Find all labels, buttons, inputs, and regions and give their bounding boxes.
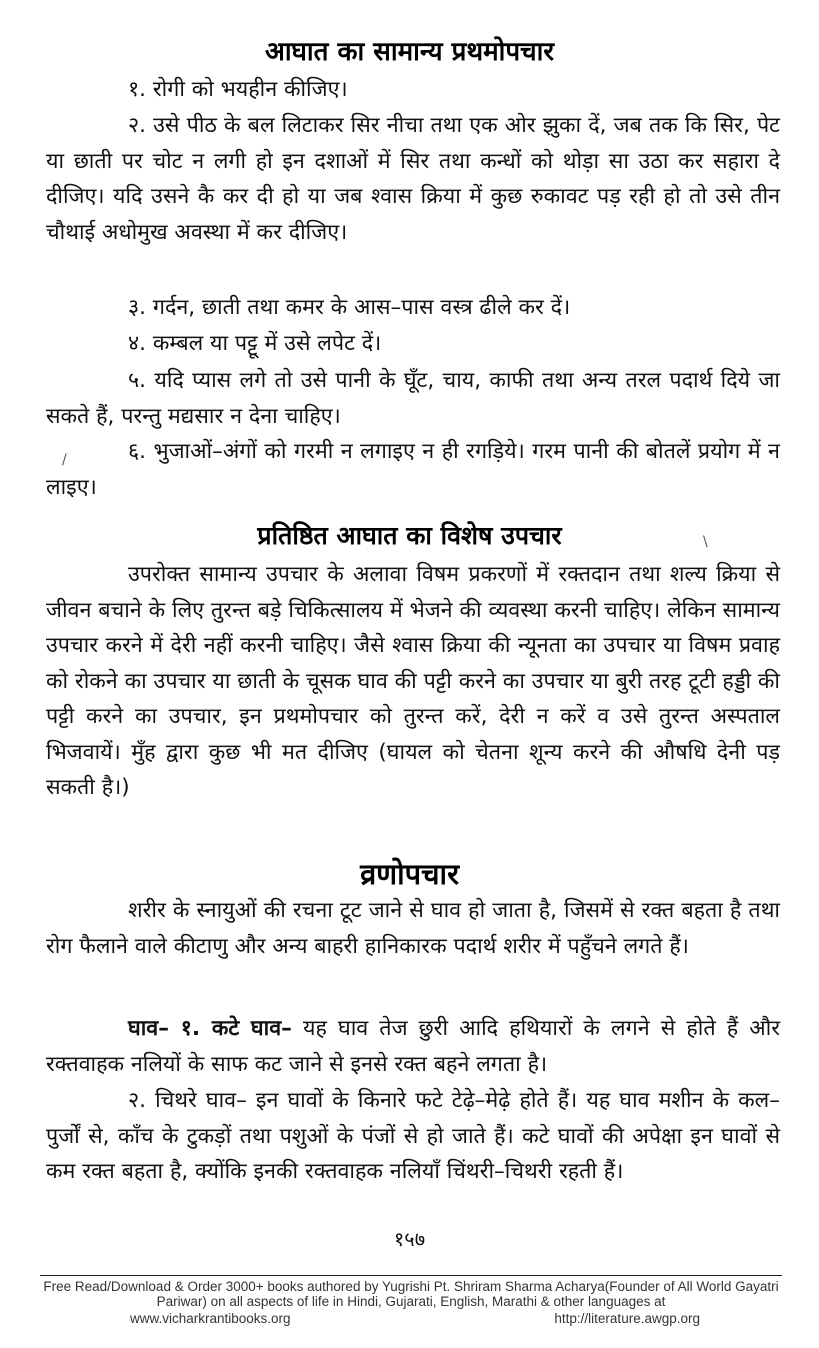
stray-mark: \ [703,534,708,550]
footer-links [130,1311,700,1329]
paragraph-step-1: १. रोगी को भयहीन कीजिए। [128,77,348,102]
footer-link-awgp[interactable]: http://literature.awgp.org [554,1311,700,1326]
footer-text: Free Read/Download & Order 3000+ books authored by Yugrishi Pt. Shriram Sharma Acharya(Founder of All World Gayatri Pariwar) on all aspects of life in Hindi, Gujarati, English, Marathi & other languages at [43,1279,779,1309]
heading-wound-treatment: व्रणोपचार [360,857,459,891]
paragraph-step-6: ६. भुजाओं–अंगों को गरमी न लगाइए न ही रगड़िये। गरम पानी की बोतलें प्रयोग में न लाइए। [46,439,780,500]
cut-wounds-lead: घाव– १. कटे घाव– [128,1016,292,1041]
paragraph-cut-wounds [46,1011,780,1082]
paragraph-lacerated-wounds: २. चिथरे घाव– इन घावों के किनारे फटे टेढ़े–मेढ़े होते हैं। यह घाव मशीन के कल–पुर्जों से, काँच के टुकड़ों तथा पशुओं के पंजों से हो जाते हैं। कटे घावों की अपेक्षा इन घावों से कम रक्त बहता है, क्योंकि इनकी रक्तवाहक नलियाँ चिंथरी–चिथरी रहती हैं। [46,1088,780,1184]
paragraph-step-5: ५. यदि प्यास लगे तो उसे पानी के घूँट, चाय, काफी तथा अन्य तरल पदार्थ दिये जा सकते हैं, परन्तु मद्यसार न देना चाहिए। [46,368,780,429]
heading-special-treatment: प्रतिष्ठित आघात का विशेष उपचार [257,521,562,550]
heading-general-first-aid: आघात का सामान्य प्रथमोपचार [264,37,555,67]
paragraph-step-4: ४. कम्बल या पट्टू में उसे लपेट दें। [128,331,382,356]
paragraph-special-treatment: उपरोक्त सामान्य उपचार के अलावा विषम प्रकरणों में रक्तदान तथा शल्य क्रिया से जीवन बचाने के लिए तुरन्त बड़े चिकित्सालय में भेजने की व्यवस्था करनी चाहिए। लेकिन सामान्य उपचार करने में देरी नहीं करनी चाहिए। जैसे श्वास क्रिया की न्यूनता का उपचार या विषम प्रवाह को रोकने का उपचार या छाती के चूसक घाव की पट्टी करने का उपचार या बुरी तरह टूटी हड्डी की पट्टी करने का उपचार, इन प्रथमोपचार को तुरन्त करें, देरी न करें व उसे तुरन्त अस्पताल भिजवायें। मुँह द्वारा कुछ भी मत दीजिए (घायल को चेतना शून्य करने की औषधि देनी पड़ सकती है।) [46,562,780,800]
footer-link-vicharkranti[interactable]: www.vicharkrantibooks.org [130,1311,291,1326]
paragraph-step-3: ३. गर्दन, छाती तथा कमर के आस–पास वस्त्र ढीले कर दें। [128,295,571,320]
paragraph-wound-definition: शरीर के स्नायुओं की रचना टूट जाने से घाव हो जाता है, जिसमें से रक्त बहता है तथा रोग फैलाने वाले कीटाणु और अन्य बाहरी हानिकारक पदार्थ शरीर में पहुँचने लगते हैं। [46,898,780,959]
stray-mark: / [62,452,67,468]
page-number: १५७ [393,1227,426,1251]
footer-divider [40,1275,782,1276]
cut-wounds-text: यह घाव तेज छुरी आदि हथियारों के लगने से होते हैं और रक्तवाहक नलियों के साफ कट जाने से इनसे रक्त बहने लगता है। [46,1016,780,1077]
paragraph-step-2: २. उसे पीठ के बल लिटाकर सिर नीचा तथा एक ओर झुका दें, जब तक कि सिर, पेट या छाती पर चोट न लगी हो इन दशाओं में सिर तथा कन्धों को थोड़ा सा उठा कर सहारा दे दीजिए। यदि उसने कै कर दी हो या जब श्वास क्रिया में कुछ रुकावट पड़ रही हो तो उसे तीन चौथाई अधोमुख अवस्था में कर दीजिए। [46,113,780,245]
